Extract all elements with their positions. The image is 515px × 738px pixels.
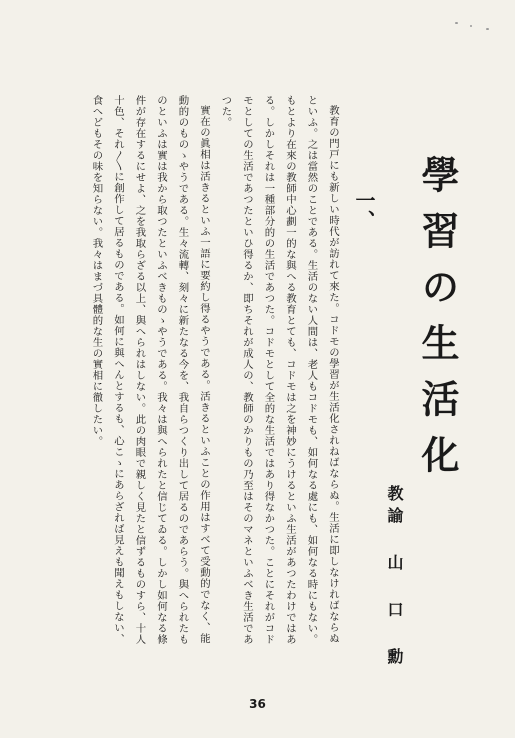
article-body [18, 95, 343, 650]
page-number: 36 [249, 697, 266, 711]
paragraph: 教育の門戸にも新しい時代が訪れて來た。コドモの學習が生活化されねばならぬ。生活に即しなければならぬといふ。之は當然のことである。生活のない人間は、老人もコドモも、如何なる處にも、如何なる時にもない。もとより在來の教師中心劃一的な與へる教育とても、コドモは之を神妙にうけるといふ生活があつたわけではある。しかしそれは一種部分的の生活であつた。コドモとして全的な生活ではあり得なかつた。ことにそれがコドモとしての生活であつたといひ得るか、即ちそれが成人の、教師のかりもの乃至はそのマネといふべき生活であつた。 [219, 95, 339, 645]
paragraph: 實在の眞相は活きるといふ一語に要約し得るやうである。活きるといふことの作用はすべて受動的でなく、能動的のものゝやうである。生々流轉、刻々に新たなる今を、我自らつくり出して居るのであらう。與へられたものといふは實は我から取つたといふべきものゝやうである。我々は與へられたと信じてゐる。しかし如何なる條件が存在するにせよ、之を我取らざる以上、與へられはしない。此の肉眼で親しく見たと信ずるものすら、十人十色、それ〳〵に創作して居るものである。如何に與へんとするも、心こゝにあらざれば見えも聞えもしない、食へどもその味を知らない。我々はまづ具體的な生の實相に徹したい。 [90, 95, 210, 645]
article-title: 學習の生活化 [415, 155, 460, 491]
article-author: 教諭 山 口 勳 [385, 485, 404, 670]
section-marker: 一、 [352, 190, 376, 230]
print-speck [486, 28, 489, 30]
print-speck [470, 25, 472, 27]
print-speck [455, 22, 458, 24]
